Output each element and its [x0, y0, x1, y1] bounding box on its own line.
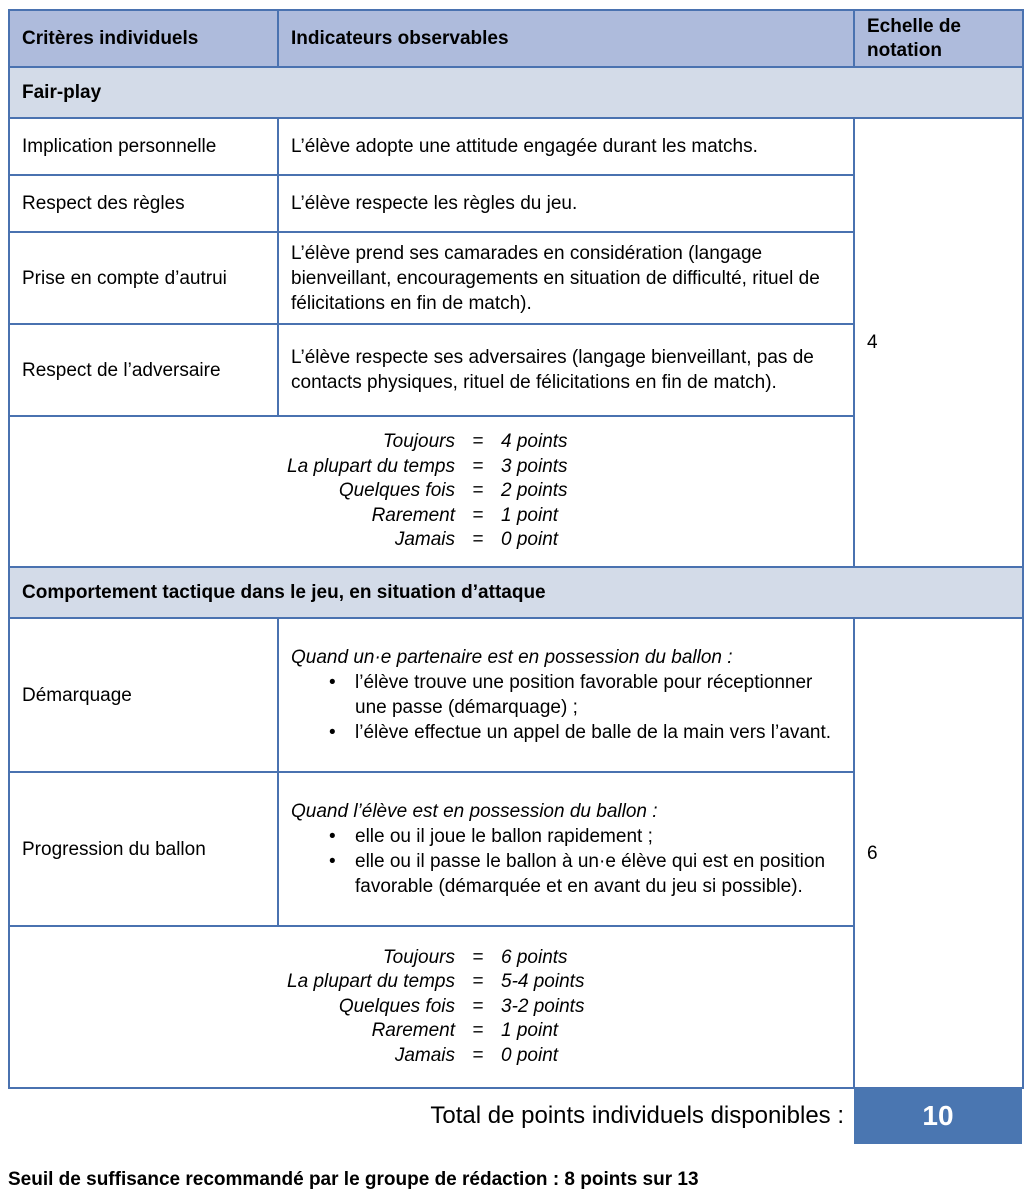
evaluation-table [8, 9, 1024, 1089]
scale-value: 6 points [501, 946, 568, 968]
criterion-cell: Prise en compte d’autrui [9, 232, 278, 324]
section-score: 4 [854, 118, 1023, 567]
list-item: • elle ou il joue le ballon rapidement ; [291, 824, 841, 849]
total-value: 10 [854, 1088, 1022, 1144]
section-row-tactics [9, 567, 1023, 618]
criterion-cell: Respect de l’adversaire [9, 324, 278, 416]
section-score: 6 [854, 618, 1023, 1088]
section-title: Comportement tactique dans le jeu, en situation d’attaque [9, 567, 1023, 618]
indicator-cell [278, 618, 854, 772]
indicator-list [291, 824, 841, 899]
scale-label: Rarement [371, 1020, 455, 1042]
header-scale: Echelle de notation [854, 10, 1023, 67]
scale-cell [9, 416, 854, 567]
scale-value: 1 point [501, 504, 559, 526]
scale-label: Jamais [394, 529, 455, 551]
total-row [8, 1088, 1022, 1144]
scale-cell [9, 926, 854, 1088]
scale-value: 4 points [501, 431, 568, 453]
indicator-list [291, 670, 841, 745]
scale-equals: = [472, 995, 484, 1017]
scale-equals: = [472, 1044, 484, 1066]
scale-label: La plupart du temps [287, 971, 455, 993]
scale-label: Rarement [371, 504, 455, 526]
scale-label: Quelques fois [338, 480, 455, 502]
list-item: • l’élève trouve une position favorable pour réceptionner une passe (démarquage) ; [291, 670, 841, 720]
scale-value: 5-4 points [501, 971, 585, 993]
table-row [9, 118, 1023, 175]
scale-equals: = [472, 504, 484, 526]
scale-equals: = [472, 480, 484, 502]
scale-label: Quelques fois [338, 995, 455, 1017]
scale-value: 2 points [501, 480, 568, 502]
scale-value: 1 point [501, 1020, 559, 1042]
indicator-cell: L’élève adopte une attitude engagée durant les matchs. [278, 118, 854, 175]
scale-equals: = [472, 529, 484, 551]
scale-equals: = [472, 431, 484, 453]
header-row [9, 10, 1023, 67]
indicator-cell: L’élève prend ses camarades en considération (langage bienveillant, encouragements en situation de difficulté, rituel de félicitations en fin de match). [278, 232, 854, 324]
total-label: Total de points individuels disponibles : [430, 1102, 844, 1129]
scale-equals: = [472, 1020, 484, 1042]
scale-value: 3-2 points [501, 995, 585, 1017]
table-row [9, 618, 1023, 772]
scale-value: 0 point [501, 529, 559, 551]
scale-equals: = [472, 455, 484, 477]
scale-label: Toujours [382, 946, 455, 968]
section-title: Fair-play [9, 67, 1023, 118]
sufficiency-threshold-note: Seuil de suffisance recommandé par le groupe de rédaction : 8 points sur 13 [8, 1169, 699, 1190]
header-indicators: Indicateurs observables [278, 10, 854, 67]
scale-value: 0 point [501, 1044, 559, 1066]
indicator-intro: Quand un·e partenaire est en possession du ballon : [291, 647, 733, 668]
indicator-cell: L’élève respecte ses adversaires (langage bienveillant, pas de contacts physiques, rituel de félicitations en fin de match). [278, 324, 854, 416]
indicator-intro: Quand l’élève est en possession du ballon : [291, 801, 658, 822]
header-criteria: Critères individuels [9, 10, 278, 67]
criterion-cell: Progression du ballon [9, 772, 278, 926]
list-item: • elle ou il passe le ballon à un·e élève qui est en position favorable (démarquée et en avant du jeu si possible). [291, 849, 841, 899]
scale-value: 3 points [501, 455, 568, 477]
rating-scale [22, 430, 841, 553]
section-row-fair-play [9, 67, 1023, 118]
scale-label: La plupart du temps [287, 455, 455, 477]
indicator-cell: L’élève respecte les règles du jeu. [278, 175, 854, 232]
scale-label: Toujours [382, 431, 455, 453]
criterion-cell: Démarquage [9, 618, 278, 772]
rating-scale [22, 946, 841, 1069]
scale-equals: = [472, 971, 484, 993]
list-item: • l’élève effectue un appel de balle de la main vers l’avant. [291, 720, 841, 745]
scale-equals: = [472, 946, 484, 968]
criterion-cell: Respect des règles [9, 175, 278, 232]
indicator-cell [278, 772, 854, 926]
scale-label: Jamais [394, 1044, 455, 1066]
criterion-cell: Implication personnelle [9, 118, 278, 175]
